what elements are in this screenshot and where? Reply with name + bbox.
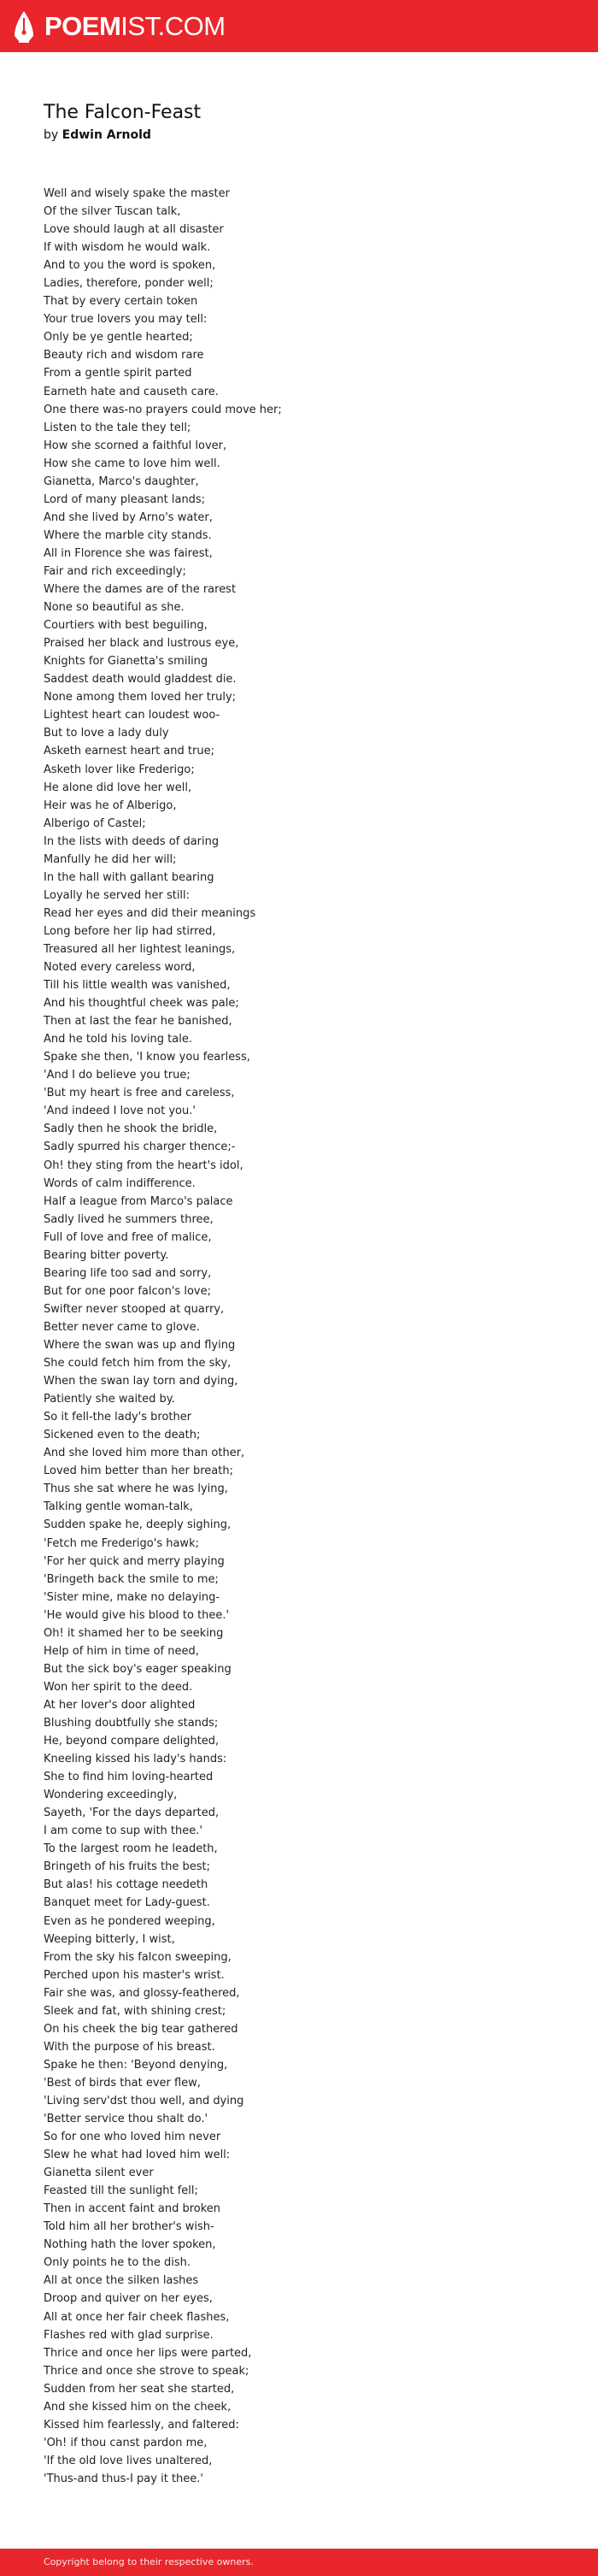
poem-body xyxy=(44,185,556,2488)
poem-line: Even as he pondered weeping, xyxy=(44,1914,215,1928)
poem-line: Feasted till the sunlight fell; xyxy=(44,2184,198,2198)
poem-line: None so beautiful as she. xyxy=(44,601,185,615)
poem-line: Where the dames are of the rarest xyxy=(44,583,237,597)
poem-line: One there was-no prayers could move her; xyxy=(44,403,282,416)
poem-line: Sickened even to the death; xyxy=(44,1429,201,1442)
poem-line: From a gentle spirit parted xyxy=(44,367,192,380)
poem-line: Loved him better than her breath; xyxy=(44,1465,233,1478)
poem-line: Full of love and free of malice, xyxy=(44,1230,212,1244)
poem-line: Oh! they sting from the heart's idol, xyxy=(44,1158,243,1172)
poem-line: And she loved him more than other, xyxy=(44,1447,245,1460)
poem-line: Lord of many pleasant lands; xyxy=(44,492,206,506)
poem-line: Swifter never stooped at quarry, xyxy=(44,1302,225,1316)
poem-line: 'But my heart is free and careless, xyxy=(44,1087,235,1100)
poem-line: Half a league from Marco's palace xyxy=(44,1194,233,1208)
poem-line: If with wisdom he would walk. xyxy=(44,241,211,255)
poem-line: Lightest heart can loudest woo- xyxy=(44,709,220,722)
poem-line: Alberigo of Castel; xyxy=(44,816,146,830)
poem-line: When the swan lay torn and dying, xyxy=(44,1375,238,1388)
poem-line: Wondering exceedingly, xyxy=(44,1789,178,1802)
poem-line: In the hall with gallant bearing xyxy=(44,870,214,884)
poem-line: Where the swan was up and flying xyxy=(44,1339,236,1352)
poem-line: Gianetta, Marco's daughter, xyxy=(44,475,199,488)
poem-line: Then at last the fear he banished, xyxy=(44,1015,232,1029)
poem-line: Sadly then he shook the bridle, xyxy=(44,1123,218,1136)
logo-text-bold: POEM xyxy=(44,11,121,41)
poem-line: Only points he to the dish. xyxy=(44,2256,191,2270)
poem-line: Read her eyes and did their meanings xyxy=(44,906,256,920)
poem-line: Sayeth, 'For the days departed, xyxy=(44,1807,220,1820)
poem-line: Earneth hate and causeth care. xyxy=(44,385,219,398)
poem-line: So for one who loved him never xyxy=(44,2131,221,2144)
poem-line: 'For her quick and merry playing xyxy=(44,1554,225,1568)
poem-line: Till his little wealth was vanished, xyxy=(44,979,231,993)
poem-line: And his thoughtful cheek was pale; xyxy=(44,997,239,1011)
poem-line: With the purpose of his breast. xyxy=(44,2040,215,2054)
poem-line: 'He would give his blood to thee.' xyxy=(44,1608,230,1622)
poem-line: Praised her black and lustrous eye, xyxy=(44,637,239,651)
poem-line: Slew he what had loved him well: xyxy=(44,2149,231,2162)
poem-line: Bringeth of his fruits the best; xyxy=(44,1860,210,1874)
poem-line: That by every certain token xyxy=(44,295,198,309)
poem-line: Droop and quiver on her eyes, xyxy=(44,2292,213,2306)
poem-line: Bearing bitter poverty. xyxy=(44,1248,169,1262)
poem-line: But for one poor falcon's love; xyxy=(44,1284,211,1298)
poem-line: Thus she sat where he was lying, xyxy=(44,1483,228,1496)
poem-line: Sudden spake he, deeply sighing, xyxy=(44,1518,232,1532)
site-header xyxy=(0,0,598,52)
poem-line: And he told his loving tale. xyxy=(44,1033,192,1046)
poem-line: Oh! it shamed her to be seeking xyxy=(44,1626,224,1640)
poem-line: Spake she then, 'I know you fearless, xyxy=(44,1051,250,1064)
poem-line: Then in accent faint and broken xyxy=(44,2202,221,2216)
poem-line: Asketh earnest heart and true; xyxy=(44,745,214,758)
poem-line: 'Thus-and thus-I pay it thee.' xyxy=(44,2472,203,2485)
poem-line: 'Better service thou shalt do.' xyxy=(44,2113,208,2126)
poem-line: Love should laugh at all disaster xyxy=(44,223,224,237)
poem-line: But the sick boy's eager speaking xyxy=(44,1662,232,1676)
poem-line: She could fetch him from the sky, xyxy=(44,1357,232,1371)
poem-line: Spake he then: 'Beyond denying, xyxy=(44,2058,228,2072)
poem-line: Perched upon his master's wrist. xyxy=(44,1968,225,1982)
poem-line: He, beyond compare delighted, xyxy=(44,1735,220,1748)
poem-line: Gianetta silent ever xyxy=(44,2166,154,2180)
poem-line: Treasured all her lightest leanings, xyxy=(44,942,236,956)
poem-line: Kissed him fearlessly, and faltered: xyxy=(44,2418,239,2432)
poem-line: 'Fetch me Frederigo's hawk; xyxy=(44,1536,199,1550)
poem-line: Your true lovers you may tell: xyxy=(44,313,208,327)
quill-nib-icon xyxy=(12,10,36,43)
poem-line: Talking gentle woman-talk, xyxy=(44,1500,193,1514)
poem-line: He alone did love her well, xyxy=(44,781,192,794)
poem-line: 'And I do believe you true; xyxy=(44,1069,191,1082)
poem-line: Nothing hath the lover spoken, xyxy=(44,2238,216,2252)
poem-line: Only be ye gentle hearted; xyxy=(44,331,193,345)
site-logo-text xyxy=(44,9,226,44)
poem-line: Fair and rich exceedingly; xyxy=(44,564,186,578)
poem-line: Sudden from her seat she started, xyxy=(44,2382,235,2396)
poem-line: Loyally he served her still: xyxy=(44,888,191,902)
poem-line: Courtiers with best beguiling, xyxy=(44,619,208,633)
poem-line: And she kissed him on the cheek, xyxy=(44,2400,232,2414)
author-link[interactable]: Edwin Arnold xyxy=(62,128,151,142)
poem-line: How she scorned a faithful lover, xyxy=(44,439,227,452)
poem-line: Sadly lived he summers three, xyxy=(44,1212,214,1226)
poem-line: 'Best of birds that ever flew, xyxy=(44,2076,201,2090)
poem-line: Fair she was, and glossy-feathered, xyxy=(44,1986,240,2000)
poem-line: At her lover's door alighted xyxy=(44,1698,196,1712)
poem-line: Thrice and once her lips were parted, xyxy=(44,2346,252,2360)
poem-line: Saddest death would gladdest die. xyxy=(44,673,237,687)
site-logo-link[interactable] xyxy=(12,9,226,44)
poem-line: She to find him loving-hearted xyxy=(44,1771,214,1784)
poem-line: Flashes red with glad surprise. xyxy=(44,2328,214,2342)
poem-line: All at once her fair cheek flashes, xyxy=(44,2310,230,2324)
poem-line: To the largest room he leadeth, xyxy=(44,1842,218,1856)
poem-line: 'Bringeth back the smile to me; xyxy=(44,1572,219,1586)
poem-line: From the sky his falcon sweeping, xyxy=(44,1950,232,1964)
poem-line: Sleek and fat, with shining crest; xyxy=(44,2004,226,2018)
poem-content xyxy=(44,101,556,2488)
logo-text-light: IST.COM xyxy=(120,11,226,41)
poem-line: Where the marble city stands. xyxy=(44,528,212,542)
poem-line: Well and wisely spake the master xyxy=(44,187,230,200)
poem-line: Words of calm indifference. xyxy=(44,1176,196,1190)
poem-line: I am come to sup with thee.' xyxy=(44,1824,202,1838)
poem-title: The Falcon-Feast xyxy=(44,102,202,123)
poem-line: Told him all her brother's wish- xyxy=(44,2220,214,2234)
poem-line: Sadly spurred his charger thence;- xyxy=(44,1141,236,1154)
poem-line: In the lists with deeds of daring xyxy=(44,834,220,848)
poem-line: Listen to the tale they tell; xyxy=(44,421,191,434)
poem-byline xyxy=(44,127,556,144)
poem-line: Banquet meet for Lady-guest. xyxy=(44,1896,210,1910)
poem-line: Bearing life too sad and sorry, xyxy=(44,1266,212,1280)
poem-line: Won her spirit to the deed. xyxy=(44,1680,193,1694)
byline-prefix: by xyxy=(44,128,59,142)
poem-line: Long before her lip had stirred, xyxy=(44,924,216,938)
poem-line: 'Oh! if thou canst pardon me, xyxy=(44,2436,208,2449)
poem-line: Of the silver Tuscan talk, xyxy=(44,205,181,219)
poem-line: Kneeling kissed his lady's hands: xyxy=(44,1753,227,1766)
poem-line: Thrice and once she strove to speak; xyxy=(44,2364,249,2378)
poem-line: Patiently she waited by. xyxy=(44,1393,175,1406)
poem-line: So it fell-the lady's brother xyxy=(44,1411,192,1424)
poem-line: But alas! his cottage needeth xyxy=(44,1878,208,1892)
poem-line: How she came to love him well. xyxy=(44,457,220,470)
poem-line: 'And indeed I love not you.' xyxy=(44,1105,196,1118)
poem-line: And to you the word is spoken, xyxy=(44,259,216,273)
copyright-text: Copyright belong to their respective owners. xyxy=(44,2556,254,2567)
poem-line: Heir was he of Alberigo, xyxy=(44,799,177,812)
poem-line: Beauty rich and wisdom rare xyxy=(44,349,204,363)
poem-line: Asketh lover like Frederigo; xyxy=(44,763,195,776)
poem-line: But to love a lady duly xyxy=(44,727,169,740)
poem-line: Manfully he did her will; xyxy=(44,852,177,866)
poem-line: Help of him in time of need, xyxy=(44,1644,199,1658)
poem-line: All in Florence she was fairest, xyxy=(44,546,213,560)
poem-line: 'If the old love lives unaltered, xyxy=(44,2454,213,2467)
poem-line: None among them loved her truly; xyxy=(44,691,237,704)
poem-line: Ladies, therefore, ponder well; xyxy=(44,277,214,291)
poem-line: Blushing doubtfully she stands; xyxy=(44,1716,219,1730)
poem-line: Noted every careless word, xyxy=(44,961,196,975)
poem-line: Weeping bitterly, I wist, xyxy=(44,1932,175,1946)
poem-line: And she lived by Arno's water, xyxy=(44,510,213,524)
poem-line: All at once the silken lashes xyxy=(44,2274,199,2288)
poem-line: 'Living serv'dst thou well, and dying xyxy=(44,2094,244,2107)
poem-line: Knights for Gianetta's smiling xyxy=(44,655,208,669)
poem-line: 'Sister mine, make no delaying- xyxy=(44,1590,220,1604)
site-footer xyxy=(0,2549,598,2576)
poem-line: On his cheek the big tear gathered xyxy=(44,2022,238,2036)
poem-line: Better never came to glove. xyxy=(44,1320,200,1334)
